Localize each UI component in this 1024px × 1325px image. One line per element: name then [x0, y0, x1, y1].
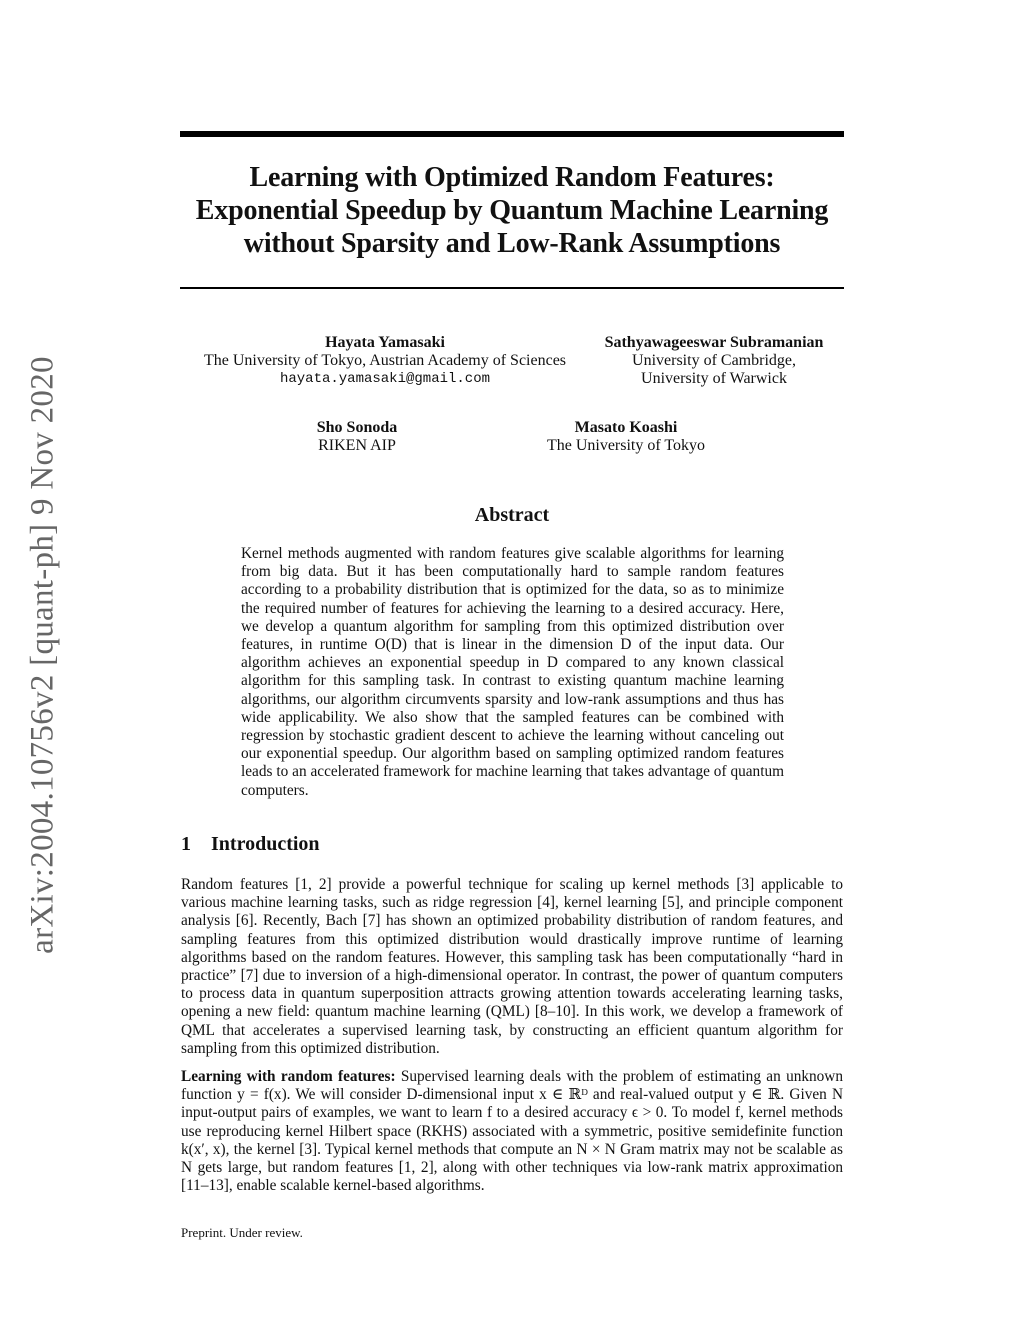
section-number: 1 [181, 833, 191, 855]
learning-paragraph [181, 1068, 843, 1195]
title-bottom-rule [180, 287, 844, 289]
author-block [282, 419, 432, 455]
footer-note: Preprint. Under review. [181, 1225, 303, 1240]
author-block [536, 419, 716, 455]
author-affiliation: The University of Tokyo, Austrian Academy of Sciences [203, 352, 567, 369]
arxiv-stamp: arXiv:2004.10756v2 [quant-ph] 9 Nov 2020 [24, 356, 61, 954]
author-name: Sho Sonoda [316, 419, 398, 436]
paragraph-lead: Learning with random features: [181, 1068, 396, 1085]
title-line: without Sparsity and Low-Rank Assumptions [243, 228, 781, 259]
title-top-rule [180, 131, 844, 137]
abstract-heading: Abstract [474, 504, 550, 526]
title-line: Learning with Optimized Random Features: [249, 162, 775, 193]
author-affiliation: RIKEN AIP [318, 437, 396, 454]
paper-title [170, 161, 854, 260]
author-name: Masato Koashi [574, 419, 678, 436]
author-name: Sathyawageeswar Subramanian [604, 334, 824, 351]
author-affiliation: University of Warwick [641, 370, 787, 387]
title-line: Exponential Speedup by Quantum Machine Learning [195, 195, 829, 226]
section-title: Introduction [211, 833, 320, 855]
author-email[interactable]: hayata.yamasaki@gmail.com [279, 371, 491, 387]
author-affiliation: The University of Tokyo [546, 437, 706, 454]
author-name: Hayata Yamasaki [325, 334, 445, 351]
abstract-text: Kernel methods augmented with random features give scalable algorithms for learning from big data. But it has been computationally hard to sample random features according to a probability distribution that is optimized for the data, so as to minimize the required number of features for achieving the learning to a desired accuracy. Here, we develop a quantum algorithm for sampling from this optimized distribution over features, in runtime O(D) that is linear in the dimension D of the input data. Our algorithm achieves an exponential speedup in D compared to any known classical algorithm for this sampling task. In contrast to existing quantum machine learning algorithms, our algorithm circumvents sparsity and low-rank assumptions and thus has wide applicability. We also show that the sampled features can be combined with regression by stochastic gradient descent to achieve the learning without canceling out our exponential speedup. Our algorithm based on sampling optimized random features leads to an accelerated framework for machine learning that takes advantage of quantum computers. [241, 545, 784, 799]
author-block [170, 334, 600, 388]
paragraph-body: Supervised learning deals with the problem of estimating an unknown function y = f(x). We will consider D-dimensional input x ∈ ℝᴰ and real-valued output y ∈ ℝ. Given N input-output pairs of examples, we want to learn f to a desired accuracy ϵ > 0. To model f, kernel methods use reproducing kernel Hilbert space (RKHS) associated with a symmetric, positive semidefinite function k(x′, x), the kernel [3]. Typical kernel methods that compute an N × N Gram matrix may not be scalable as N gets large, but random features [1, 2], along with other techniques via low-rank matrix approximation [11–13], enable scalable kernel-based algorithms. [181, 1068, 844, 1195]
author-block [590, 334, 838, 388]
author-affiliation: University of Cambridge, [632, 352, 796, 369]
intro-paragraph: Random features [1, 2] provide a powerful technique for scaling up kernel methods [3] applicable to various machine learning tasks, such as ridge regression [4], kernel learning [5], and principle component analysis [6]. Recently, Bach [7] has shown an optimized probability distribution of random features, and sampling features from this optimized distribution would drastically improve runtime of learning algorithms based on the random features. However, this sampling task has been computationally “hard in practice” [7] due to inversion of a high-dimensional operator. In contrast, the power of quantum computers to process data in quantum superposition attracts growing attention towards accelerating learning tasks, opening a new field: quantum machine learning (QML) [8–10]. In this work, we develop a framework of QML that accelerates a supervised learning task, by constructing an efficient quantum algorithm for sampling from this optimized distribution. [181, 876, 843, 1057]
section-heading [181, 833, 320, 856]
